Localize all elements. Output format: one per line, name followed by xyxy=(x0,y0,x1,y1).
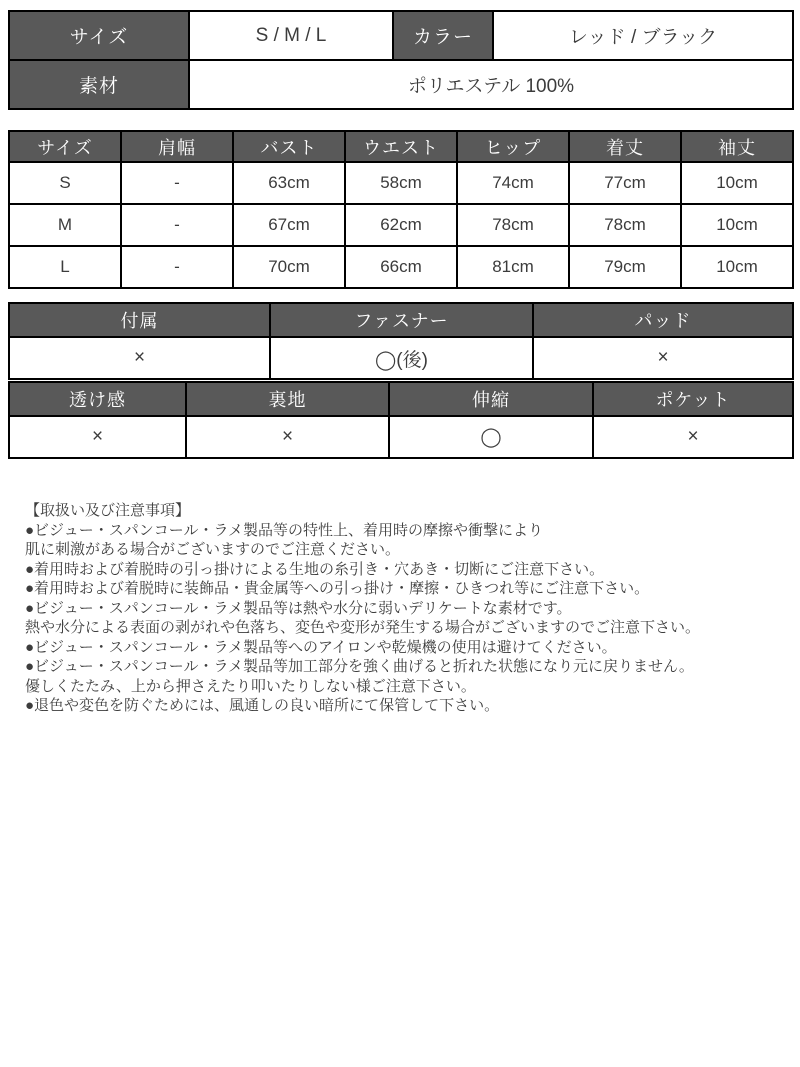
care-notes xyxy=(25,501,790,716)
cell-waist: 62cm xyxy=(345,204,457,246)
care-note-line: ●ビジュー・スパンコール・ラメ製品等の特性上、着用時の摩擦や衝撃により xyxy=(25,521,544,539)
cell-sleeve: 10cm xyxy=(681,162,793,204)
color-value-cell: レッド / ブラック xyxy=(493,11,793,60)
care-note-line: ●ビジュー・スパンコール・ラメ製品等は熱や水分に弱いデリケートな素材です。 xyxy=(25,599,572,617)
value-zipper: ◯(後) xyxy=(270,337,533,379)
material-header-cell: 素材 xyxy=(9,60,189,109)
column-header-shoulder: 肩幅 xyxy=(121,131,233,162)
size-chart-header-row xyxy=(9,131,793,162)
cell-hip: 74cm xyxy=(457,162,569,204)
care-note-line: ●着用時および着脱時の引っ掛けによる生地の糸引き・穴あき・切断にご注意下さい。 xyxy=(25,560,605,578)
cell-bust: 70cm xyxy=(233,246,345,288)
care-notes-title: 【取扱い及び注意事項】 xyxy=(25,502,191,519)
cell-size: L xyxy=(9,246,121,288)
features-table-1 xyxy=(8,302,794,380)
value-stretch: ◯ xyxy=(389,416,593,458)
summary-row-material xyxy=(9,60,793,109)
cell-length: 78cm xyxy=(569,204,681,246)
header-pad: パッド xyxy=(533,303,793,337)
column-header-bust: バスト xyxy=(233,131,345,162)
header-pocket: ポケット xyxy=(593,382,793,416)
column-header-waist: ウエスト xyxy=(345,131,457,162)
column-header-sleeve: 袖丈 xyxy=(681,131,793,162)
care-note-line: ●着用時および着脱時に装飾品・貴金属等への引っ掛け・摩擦・ひきつれ等にご注意下さい。 xyxy=(25,580,650,597)
product-summary-table xyxy=(8,10,794,110)
column-header-length: 着丈 xyxy=(569,131,681,162)
cell-waist: 66cm xyxy=(345,246,457,288)
value-lining: × xyxy=(186,416,389,458)
care-note-line: 優しくたたみ、上から押さえたり叩いたりしない様ご注意下さい。 xyxy=(25,677,476,695)
cell-length: 79cm xyxy=(569,246,681,288)
size-chart-row-s xyxy=(9,162,793,204)
column-header-hip: ヒップ xyxy=(457,131,569,162)
cell-hip: 81cm xyxy=(457,246,569,288)
size-chart-row-m xyxy=(9,204,793,246)
features1-value-row xyxy=(9,337,793,379)
column-header-size: サイズ xyxy=(9,131,121,162)
summary-row-size-color xyxy=(9,11,793,60)
features1-header-row xyxy=(9,303,793,337)
care-note-line: ●ビジュー・スパンコール・ラメ製品等へのアイロンや乾燥機の使用は避けてください。 xyxy=(25,638,617,656)
cell-size: S xyxy=(9,162,121,204)
care-note-line: 肌に刺激がある場合がございますのでご注意ください。 xyxy=(25,541,401,558)
cell-shoulder: - xyxy=(121,162,233,204)
cell-size: M xyxy=(9,204,121,246)
header-lining: 裏地 xyxy=(186,382,389,416)
size-header-cell: サイズ xyxy=(9,11,189,60)
value-pocket: × xyxy=(593,416,793,458)
cell-sleeve: 10cm xyxy=(681,246,793,288)
header-stretch: 伸縮 xyxy=(389,382,593,416)
size-chart-row-l xyxy=(9,246,793,288)
cell-bust: 63cm xyxy=(233,162,345,204)
cell-length: 77cm xyxy=(569,162,681,204)
cell-hip: 78cm xyxy=(457,204,569,246)
care-note-line: 熱や水分による表面の剥がれや色落ち、変色や変形が発生する場合がございますのでご注意下さい。 xyxy=(25,619,701,636)
care-note-line: ●退色や変色を防ぐためには、風通しの良い暗所にて保管して下さい。 xyxy=(25,697,500,714)
cell-bust: 67cm xyxy=(233,204,345,246)
size-chart-table xyxy=(8,130,794,289)
features-table-2 xyxy=(8,381,794,459)
size-value-cell: S / M / L xyxy=(189,11,393,60)
cell-waist: 58cm xyxy=(345,162,457,204)
header-accessory: 付属 xyxy=(9,303,270,337)
features2-header-row xyxy=(9,382,793,416)
value-pad: × xyxy=(533,337,793,379)
cell-shoulder: - xyxy=(121,204,233,246)
header-zipper: ファスナー xyxy=(270,303,533,337)
color-header-cell: カラー xyxy=(393,11,493,60)
material-value-cell: ポリエステル 100% xyxy=(189,60,793,109)
features2-value-row xyxy=(9,416,793,458)
care-note-line: ●ビジュー・スパンコール・ラメ製品等加工部分を強く曲げると折れた状態になり元に戻りません。 xyxy=(25,658,694,675)
cell-shoulder: - xyxy=(121,246,233,288)
cell-sleeve: 10cm xyxy=(681,204,793,246)
value-accessory: × xyxy=(9,337,270,379)
header-sheerness: 透け感 xyxy=(9,382,186,416)
value-sheerness: × xyxy=(9,416,186,458)
